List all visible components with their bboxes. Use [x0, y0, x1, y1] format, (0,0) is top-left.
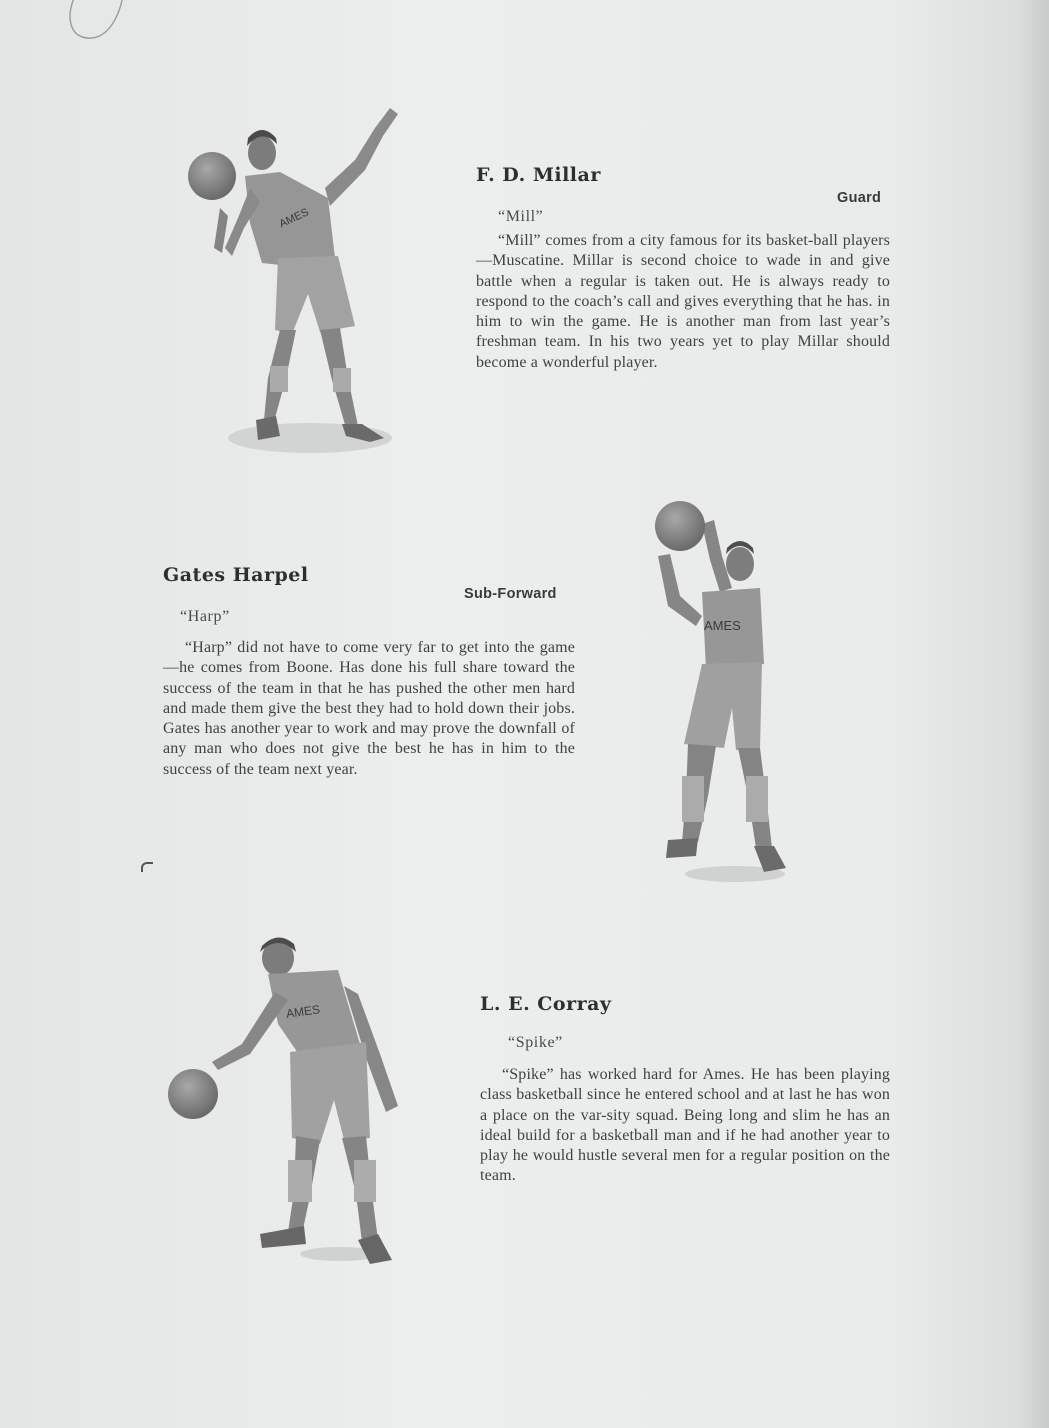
- page-corner-mark: [62, 0, 132, 50]
- player-nickname-harpel: “Harp”: [180, 608, 230, 625]
- jersey-text-corray: AMES: [285, 1002, 321, 1021]
- player-bio-millar: “Mill” comes from a city famous for its basket-ball players—Muscatine. Millar is second choice to wade in and give battle when a regular is taken out. He is always ready to respond to the coach’s call and gives everything that he has. in him to win the game. He is another man from last year’s freshman team. In his two years yet to play Millar should become a wonderful player.: [476, 232, 890, 371]
- player-nickname-millar: “Mill”: [498, 208, 544, 225]
- stray-mark: [141, 862, 153, 872]
- player-photo-millar: [180, 98, 410, 463]
- jersey-text-harpel: AMES: [704, 618, 741, 633]
- player-position-millar: Guard: [837, 190, 882, 206]
- player-position-harpel: Sub-Forward: [464, 586, 557, 602]
- player-name-millar: F. D. Millar: [476, 164, 601, 186]
- player-nickname-corray: “Spike”: [508, 1034, 563, 1051]
- player-photo-harpel: [640, 496, 810, 888]
- jersey-text-millar: AMES: [277, 206, 311, 231]
- basketball: [188, 152, 236, 200]
- player-name-corray: L. E. Corray: [480, 993, 612, 1015]
- player-photo-corray: [160, 934, 410, 1270]
- basketball: [655, 501, 705, 551]
- player-bio-harpel: “Harp” did not have to come very far to get into the game—he comes from Boone. Has done his full share toward the success of the team in that he has pushed the other men hard and made them give the best they had to hold down their jobs. Gates has another year to work and may prove the downfall of any man who does not give the best he has in him to the success of the team next year.: [163, 639, 575, 778]
- player-bio-corray: “Spike” has worked hard for Ames. He has been playing class basketball since he entered school and at last he has won a place on the var-sity squad. Being long and slim he has an ideal build for a basketball man and if he had another year to play he would hustle several men for a regular position on the team.: [480, 1066, 890, 1185]
- basketball: [168, 1069, 218, 1119]
- player-name-harpel: Gates Harpel: [163, 564, 309, 586]
